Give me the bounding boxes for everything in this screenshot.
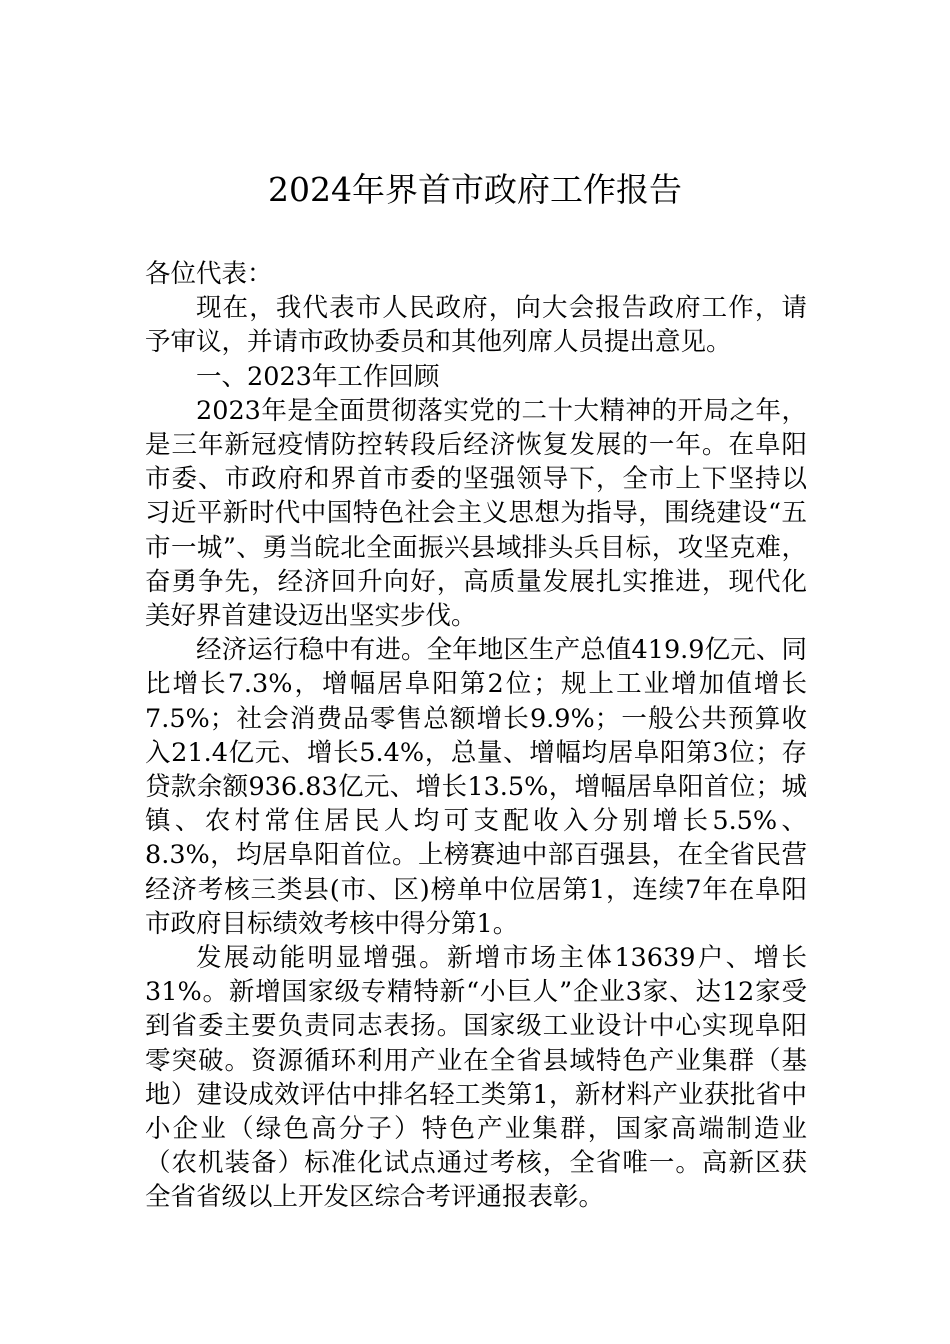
paragraph-momentum: 发展动能明显增强。新增市场主体13639户、增长31%。新增国家级专精特新“小巨人”企业3家、达12家受到省委主要负责同志表扬。国家级工业设计中心实现阜阳零突破。资源循环利用产业在全省县域特色产业集群（基地）建设成效评估中排名轻工类第1，新材料产业获批省中小企业（绿色高分子）特色产业集群，国家高端制造业（农机装备）标准化试点通过考核，全省唯一。高新区获全省省级以上开发区综合考评通报表彰。 [145, 943, 807, 1213]
section-heading: 一、2023年工作回顾 [196, 361, 440, 392]
document-body [145, 257, 807, 1215]
paragraph-overview: 2023年是全面贯彻落实党的二十大精神的开局之年，是三年新冠疫情防控转段后经济恢复发展的一年。在阜阳市委、市政府和界首市委的坚强领导下，全市上下坚持以习近平新时代中国特色社会主义思想为指导，围绕建设“五市一城”、勇当皖北全面振兴县域排头兵目标，攻坚克难，奋勇争先，经济回升向好，高质量发展扎实推进，现代化美好界首建设迈出坚实步伐。 [145, 395, 807, 632]
paragraph-economy: 经济运行稳中有进。全年地区生产总值419.9亿元、同比增长7.3%，增幅居阜阳第2位；规上工业增加值增长7.5%；社会消费品零售总额增长9.9%；一般公共预算收入21.4亿元、增长5.4%，总量、增幅均居阜阳第3位；存贷款余额936.83亿元、增长13.5%，增幅居阜阳首位；城镇、农村常住居民人均可支配收入分别增长5.5%、8.3%，均居阜阳首位。上榜赛迪中部百强县，在全省民营经济考核三类县(市、区)榜单中位居第1，连续7年在阜阳市政府目标绩效考核中得分第1。 [145, 635, 807, 939]
salutation: 各位代表： [145, 259, 273, 289]
paragraph-intro: 现在，我代表市人民政府，向大会报告政府工作，请予审议，并请市政协委员和其他列席人员提出意见。 [145, 293, 807, 358]
document-title: 2024年界首市政府工作报告 [268, 170, 682, 209]
